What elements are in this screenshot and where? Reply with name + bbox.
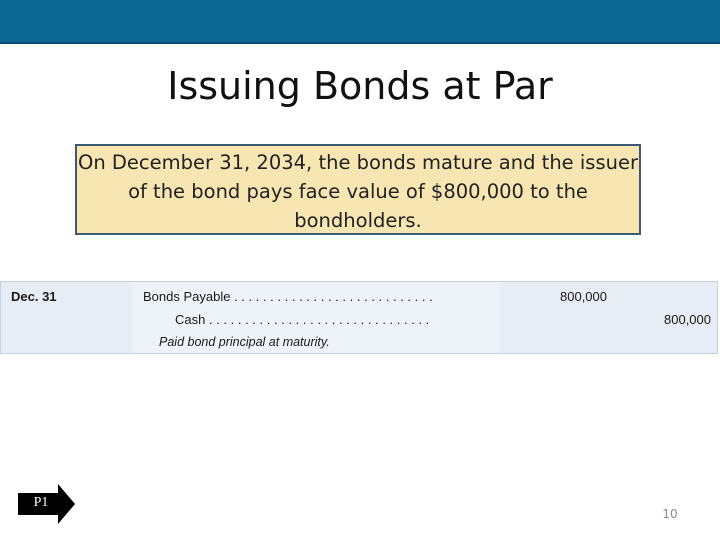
- debit-account: Bonds Payable . . . . . . . . . . . . . . . . . . . . . . . . . . . .: [143, 289, 433, 304]
- journal-date: Dec. 31: [11, 289, 57, 304]
- debit-amount: 800,000: [560, 289, 607, 304]
- header-bar: [0, 0, 720, 44]
- page-number: 10: [662, 507, 678, 521]
- slide-title: Issuing Bonds at Par: [167, 64, 553, 108]
- journal-explanation: Paid bond principal at maturity.: [159, 335, 330, 349]
- journal-entry: [0, 281, 718, 354]
- p1-nav-button[interactable]: [18, 484, 76, 524]
- credit-amount: 800,000: [664, 312, 711, 327]
- callout-box: On December 31, 2034, the bonds mature and the issuer of the bond pays face value of $800,000 to the bondholders.: [75, 144, 641, 235]
- p1-label: P1: [33, 495, 49, 510]
- credit-account: Cash . . . . . . . . . . . . . . . . . . . . . . . . . . . . . . .: [175, 312, 430, 327]
